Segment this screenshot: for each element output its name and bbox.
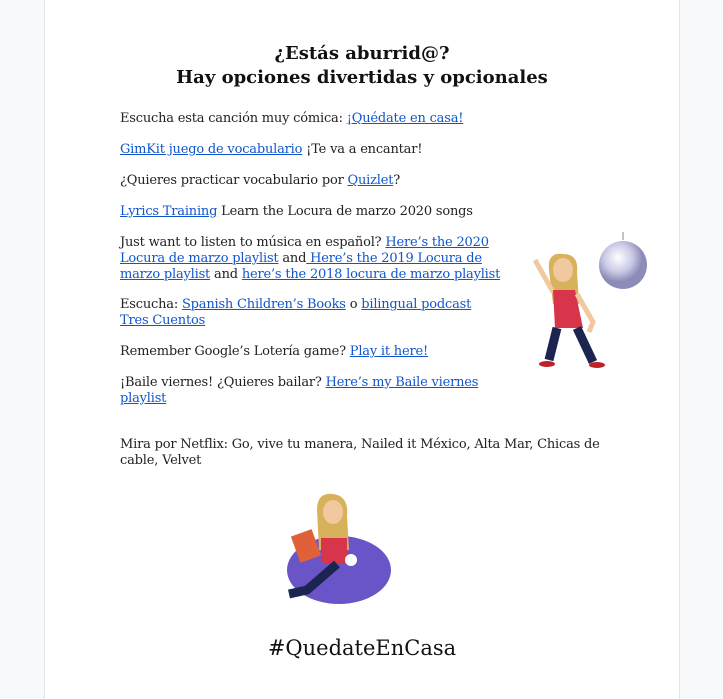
text: Just want to listen to música en español? (120, 235, 386, 250)
text: and (210, 267, 242, 282)
document-page (44, 0, 680, 699)
text: o (345, 297, 362, 312)
tres-cuentos-link[interactable]: bilingual podcast Tres Cuentos (120, 297, 472, 328)
lyrics-paragraph (120, 204, 473, 220)
playlist-2018-link[interactable]: here’s the 2018 locura de marzo playlist (241, 267, 501, 282)
playlist-2020-link[interactable]: Here’s the 2020 Locura de marzo playlist (120, 235, 489, 266)
gimkit-paragraph (120, 142, 422, 158)
title-line-1: ¿Estás aburrid@? (274, 43, 450, 64)
song-paragraph (120, 111, 463, 127)
text: ¿Quieres practicar vocabulario por (120, 173, 348, 188)
text: ¡Baile viernes! ¿Quieres bailar? (120, 375, 326, 390)
disco-ball-icon (599, 241, 647, 289)
gimkit-link[interactable]: GimKit juego de vocabulario (120, 142, 303, 157)
netflix-paragraph (120, 437, 610, 469)
loteria-paragraph (120, 344, 428, 360)
baile-paragraph (120, 375, 490, 407)
text: ? (393, 173, 401, 188)
dancing-avatar-image (527, 232, 649, 372)
playlists-paragraph (120, 235, 505, 283)
text: Escucha: (120, 297, 182, 312)
loteria-link[interactable]: Play it here! (349, 344, 429, 359)
reading-avatar-image (277, 490, 397, 608)
text: Learn the Locura de marzo 2020 songs (217, 204, 473, 219)
text: Mira por Netflix: Go, vive tu manera, Nailed it México, Alta Mar, Chicas de cable, Velvet (120, 437, 600, 468)
hashtag: #QuedateEnCasa (267, 636, 457, 660)
text: ¡Te va a encantar! (302, 142, 423, 157)
text: Remember Google’s Lotería game? (120, 344, 350, 359)
quizlet-link[interactable]: Quizlet (347, 173, 394, 188)
quizlet-paragraph (120, 173, 400, 189)
baile-viernes-link[interactable]: Here’s my Baile viernes playlist (120, 375, 479, 406)
quedate-en-casa-link[interactable]: ¡Quédate en casa! (346, 111, 464, 126)
page-title (45, 42, 679, 90)
playlist-2019-link[interactable]: Here’s the 2019 Locura de marzo playlist (120, 251, 482, 282)
escucha-paragraph (120, 297, 490, 329)
title-line-2: Hay opciones divertidas y opcionales (176, 67, 548, 88)
text: Escucha esta canción muy cómica: (120, 111, 347, 126)
childrens-books-link[interactable]: Spanish Children’s Books (181, 297, 346, 312)
lyrics-training-link[interactable]: Lyrics Training (120, 204, 218, 219)
text: and (278, 251, 307, 266)
